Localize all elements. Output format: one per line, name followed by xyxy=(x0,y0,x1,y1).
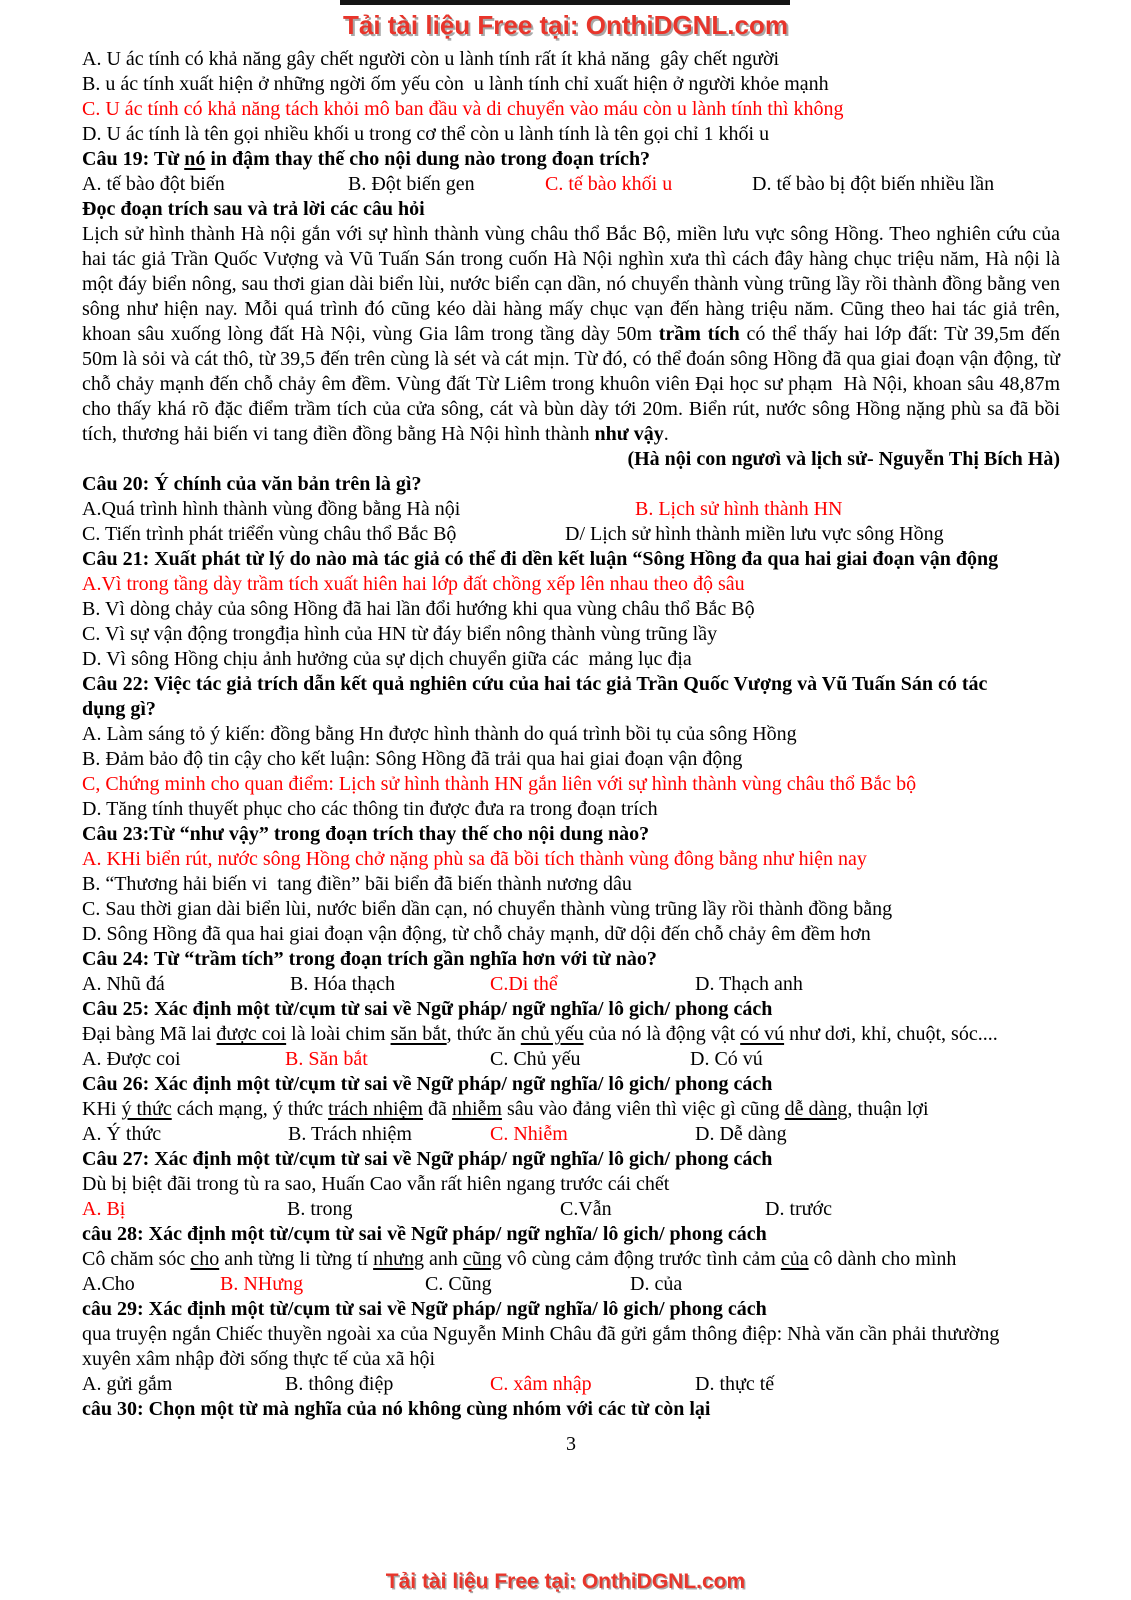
answer-option-correct: C.Di thể xyxy=(490,973,558,995)
question-29-title: câu 29: Xác định một từ/cụm từ sai về Ngữ pháp/ ngữ nghĩa/ lô gich/ phong cách xyxy=(82,1298,767,1320)
answer-option: D. Sông Hồng đã qua hai giai đoạn vận động, từ chỗ chảy mạnh, dữ dội đến chỗ chảy êm đềm hơn xyxy=(82,923,871,945)
answer-option-correct: A. KHi biển rút, nước sông Hồng chở nặng phù sa đã bồi tích thành vùng đông bằng như hiện nay xyxy=(82,848,867,870)
underlined-word: cho xyxy=(190,1248,220,1270)
answer-option: A. tế bào đột biến xyxy=(82,173,225,195)
answer-option-correct: A. Bị xyxy=(82,1198,126,1220)
answer-option: C. Vì sự vận động trongđịa hình của HN từ đáy biển nông thành vùng trũng lầy xyxy=(82,623,718,645)
top-banner: Tải tài liệu Free tại: OnthiDGNL.com xyxy=(343,10,788,40)
question-29-sentence-line1: qua truyện ngắn Chiếc thuyền ngoài xa của Nguyễn Minh Châu đã gửi gắm thông điệp: Nhà văn cần phải thưường xyxy=(82,1323,1000,1345)
answer-option: C. Chủ yếu xyxy=(490,1048,581,1070)
question-22-title-line2: dụng gì? xyxy=(82,698,156,720)
sentence-text: , thức ăn xyxy=(446,1023,521,1045)
answer-option: D. của xyxy=(630,1273,683,1295)
question-29-options xyxy=(82,1372,1060,1397)
underlined-word: cũng xyxy=(462,1248,502,1270)
question-19-title xyxy=(82,147,1060,172)
question-title-text: in đậm thay thế cho nội dung nào trong đoạn trích? xyxy=(205,148,651,170)
answer-option-correct: C. tế bào khối u xyxy=(545,173,673,195)
question-28-title: câu 28: Xác định một từ/cụm từ sai về Ngữ pháp/ ngữ nghĩa/ lô gich/ phong cách xyxy=(82,1223,767,1245)
underlined-word: ý thức xyxy=(121,1098,172,1120)
answer-option: B. trong xyxy=(287,1198,353,1220)
answer-option: B. Vì dòng chảy của sông Hồng đã hai lần đổi hướng khi qua vùng châu thổ Bắc Bộ xyxy=(82,598,755,620)
underlined-word: săn bắt xyxy=(390,1023,447,1045)
question-22-title-line1: Câu 22: Việc tác giả trích dẫn kết quả nghiên cứu của hai tác giả Trần Quốc Vượng và Vũ Tuấn Sán có tác xyxy=(82,673,988,695)
answer-option-correct: B. Lịch sử hình thành HN xyxy=(635,498,843,520)
answer-option: D. trước xyxy=(765,1198,832,1220)
question-26-title: Câu 26: Xác định một từ/cụm từ sai về Ngữ pháp/ ngữ nghĩa/ lô gich/ phong cách xyxy=(82,1073,773,1095)
passage-source: (Hà nội con ngươì và lịch sử- Nguyễn Thị Bích Hà) xyxy=(627,448,1060,470)
reading-heading: Đọc đoạn trích sau và trả lời các câu hỏi xyxy=(82,198,425,220)
answer-option: D. thực tế xyxy=(695,1373,775,1395)
answer-option: A. Nhũ đá xyxy=(82,973,165,995)
passage-text: Lịch sử hình thành Hà nội gắn với sự hình thành vùng châu thổ Bắc Bộ, miền lưu vực sông Hồng. Theo nghiên cứu của hai tác giả Trần Quốc Vượng và Vũ Tuấn Sán trong cuốn Hà Nội nghìn xưa thì cách đây hàng chục triệu năm, Hà nội là một đáy biển nông, sau thơi gian dài biển lùi, nước biển cạn dần, nó chuyển thành vùng trũng lầy rồi thành đồng bằng ven sông như hiện nay. Mỗi quá trình đó cũng kéo dài hàng mấy chục vạn đến hàng triệu năm. Cũng theo hai tác giả trên, khoan sâu xuống lòng đất Hà Nội, vùng Gia lâm trong tầng dày 50m xyxy=(82,223,1065,345)
underlined-word: dễ dàng xyxy=(784,1098,848,1120)
question-24-title: Câu 24: Từ “trầm tích” trong đoạn trích gần nghĩa hơn với từ nào? xyxy=(82,948,657,970)
question-21-title: Câu 21: Xuất phát từ lý do nào mà tác giả có thể đi dền kết luận “Sông Hồng đa qua hai giai đoạn vận động xyxy=(82,548,999,570)
question-19-options xyxy=(82,172,1060,197)
question-30-title: câu 30: Chọn một từ mà nghĩa của nó không cùng nhóm với các từ còn lại xyxy=(82,1398,711,1420)
answer-option-correct: C, Chứng minh cho quan điểm: Lịch sử hình thành HN gắn liên với sự hình thành vùng châu thổ Bắc bộ xyxy=(82,773,917,795)
passage-text: có thể thấy hai lớp đất: Từ 39,5m đến 50m là sỏi và cát thô, từ 39,5 đến trên cùng là sét và cát mịn. Từ đó, có thể đoán sông Hồng đã qua giai đoạn vận động, từ chỗ chảy mạnh đến chỗ chảy êm đềm. Vùng đất Từ Liêm trong khuôn viên Đại học sư phạm Hà Nội, khoan sâu 48,87m cho thấy khá rõ đặc điểm trầm tích của cửa sông, cát và bùn dày tới 20m. Biển rút, nước sông Hồng nặng phù sa đã bồi tích, thương hải biến vi tang điền đồng bằng Hà Nội hình thành xyxy=(82,323,1065,445)
answer-option-correct: C. xâm nhập xyxy=(490,1373,592,1395)
question-27-sentence: Dù bị biệt đãi trong tù ra sao, Huấn Cao vẫn rất hiên ngang trước cái chết xyxy=(82,1173,670,1195)
passage-bold-term: trầm tích xyxy=(658,323,740,345)
answer-option: D. Vì sông Hồng chịu ảnh hưởng của sự dịch chuyển giữa các mảng lục địa xyxy=(82,648,692,670)
sentence-text: đã xyxy=(423,1098,452,1120)
sentence-text: Đại bàng Mã lai xyxy=(82,1023,217,1045)
sentence-text: của nó là động vật xyxy=(583,1023,741,1045)
answer-option: B. “Thương hải biến vi tang điền” bãi biển đã biến thành nương dâu xyxy=(82,873,632,895)
sentence-text: Cô chăm sóc xyxy=(82,1248,191,1270)
sentence-text: là loài chim xyxy=(286,1023,391,1045)
sentence-text: anh từng li từng tí xyxy=(219,1248,374,1270)
answer-option-correct: B. Săn bắt xyxy=(285,1048,368,1070)
passage-text: . xyxy=(663,423,669,445)
answer-option-correct: B. NHưng xyxy=(220,1273,304,1295)
answer-option: D. Tăng tính thuyết phục cho các thông tin được đưa ra trong đoạn trích xyxy=(82,798,658,820)
emphasized-word: nó xyxy=(184,148,206,170)
answer-option: D. tế bào bị đột biến nhiều lần xyxy=(752,173,995,195)
question-25-title: Câu 25: Xác định một từ/cụm từ sai về Ngữ pháp/ ngữ nghĩa/ lô gich/ phong cách xyxy=(82,998,773,1020)
answer-option: A. gửi gắm xyxy=(82,1373,173,1395)
answer-option: A. Làm sáng tỏ ý kiến: đồng bằng Hn được hình thành do quá trình bồi tụ của sông Hồng xyxy=(82,723,797,745)
sentence-text: cách mạng, ý thức xyxy=(171,1098,329,1120)
answer-option: B. Đảm bảo độ tin cậy cho kết luận: Sông Hồng đã trải qua hai giai đoạn vận động xyxy=(82,748,743,770)
question-20-title: Câu 20: Ý chính của văn bản trên là gì? xyxy=(82,473,422,495)
question-25-options xyxy=(82,1047,1060,1072)
answer-option: D. Thạch anh xyxy=(695,973,803,995)
answer-option: C.Vẫn xyxy=(560,1198,612,1220)
question-20-options-row2 xyxy=(82,522,1060,547)
answer-option: A. U ác tính có khả năng gây chết người còn u lành tính rất ít khả năng gây chết người xyxy=(82,48,780,70)
underlined-word: chủ yếu xyxy=(520,1023,584,1045)
bottom-banner: Tải tài liệu Free tại: OnthiDGNL.com xyxy=(385,1570,746,1593)
question-20-options-row1 xyxy=(82,497,1060,522)
question-26-sentence xyxy=(82,1097,1060,1122)
answer-option: C. Tiến trình phát triểển vùng châu thổ Bắc Bộ xyxy=(82,523,457,545)
reading-passage xyxy=(82,222,1065,447)
answer-option: D. Dễ dàng xyxy=(695,1123,787,1145)
answer-option-correct: A.Vì trong tầng dày trầm tích xuất hiên hai lớp đất chồng xếp lên nhau theo độ sâu xyxy=(82,573,745,595)
answer-option-correct: C. Nhiễm xyxy=(490,1123,568,1145)
underlined-word: của xyxy=(780,1248,809,1270)
question-27-options xyxy=(82,1197,1060,1222)
sentence-text: vô cùng cảm động trước tình cảm xyxy=(501,1248,781,1270)
question-26-options xyxy=(82,1122,1060,1147)
answer-option: C. Sau thời gian dài biển lùi, nước biển dần cạn, nó chuyển thành vùng trũng lầy rồi thành đồng bằng xyxy=(82,898,893,920)
sentence-text: sâu vào đảng viên thì việc gì cũng xyxy=(501,1098,785,1120)
question-29-sentence-line2: xuyên xâm nhập đời sống thực tế của xã hội xyxy=(82,1348,435,1370)
underlined-word: nhưng xyxy=(373,1248,424,1270)
underlined-word: trách nhiệm xyxy=(328,1098,424,1120)
answer-option: D. U ác tính là tên gọi nhiều khối u trong cơ thể còn u lành tính là tên gọi chỉ 1 khối u xyxy=(82,123,770,145)
answer-option-correct: C. U ác tính có khả năng tách khỏi mô ban đầu và di chuyển vào máu còn u lành tính thì không xyxy=(82,98,844,120)
answer-option: B. Đột biến gen xyxy=(348,173,475,195)
answer-option: B. u ác tính xuất hiện ở những ngời ốm yếu còn u lành tính chỉ xuất hiện ở người khỏe mạnh xyxy=(82,73,829,95)
answer-option: B. thông điệp xyxy=(285,1373,394,1395)
answer-option: B. Hóa thạch xyxy=(290,973,395,995)
page-number: 3 xyxy=(566,1433,576,1455)
answer-option: A.Quá trình hình thành vùng đồng bằng Hà nội xyxy=(82,498,461,520)
underlined-word: được coi xyxy=(216,1023,287,1045)
answer-option: D. Có vú xyxy=(690,1048,763,1070)
underlined-word: có vú xyxy=(740,1023,785,1045)
question-title-text: Câu 19: Từ xyxy=(82,148,185,170)
question-28-options xyxy=(82,1272,1060,1297)
sentence-text: như dơi, khỉ, chuột, sóc.... xyxy=(784,1023,998,1045)
sentence-text: , thuận lợi xyxy=(847,1098,929,1120)
answer-option: A.Cho xyxy=(82,1273,135,1295)
question-28-sentence xyxy=(82,1247,1060,1272)
answer-option: D/ Lịch sử hình thành miền lưu vực sông Hồng xyxy=(565,523,944,545)
exam-content xyxy=(82,47,1065,1457)
passage-bold-term: như vậy xyxy=(594,423,664,445)
sentence-text: cô dành cho mình xyxy=(808,1248,957,1270)
question-24-options xyxy=(82,972,1060,997)
question-23-title: Câu 23:Từ “như vậy” trong đoạn trích thay thế cho nội dung nào? xyxy=(82,823,650,845)
answer-option: A. Ý thức xyxy=(82,1123,162,1145)
answer-option: A. Được coi xyxy=(82,1048,181,1070)
question-25-sentence xyxy=(82,1022,1060,1047)
answer-option: B. Trách nhiệm xyxy=(288,1123,412,1145)
sentence-text: anh xyxy=(423,1248,463,1270)
question-27-title: Câu 27: Xác định một từ/cụm từ sai về Ngữ pháp/ ngữ nghĩa/ lô gich/ phong cách xyxy=(82,1148,773,1170)
answer-option: C. Cũng xyxy=(425,1273,492,1295)
sentence-text: KHi xyxy=(82,1098,122,1120)
underlined-word: nhiễm xyxy=(451,1098,502,1120)
scan-artifact-bar xyxy=(340,0,790,5)
